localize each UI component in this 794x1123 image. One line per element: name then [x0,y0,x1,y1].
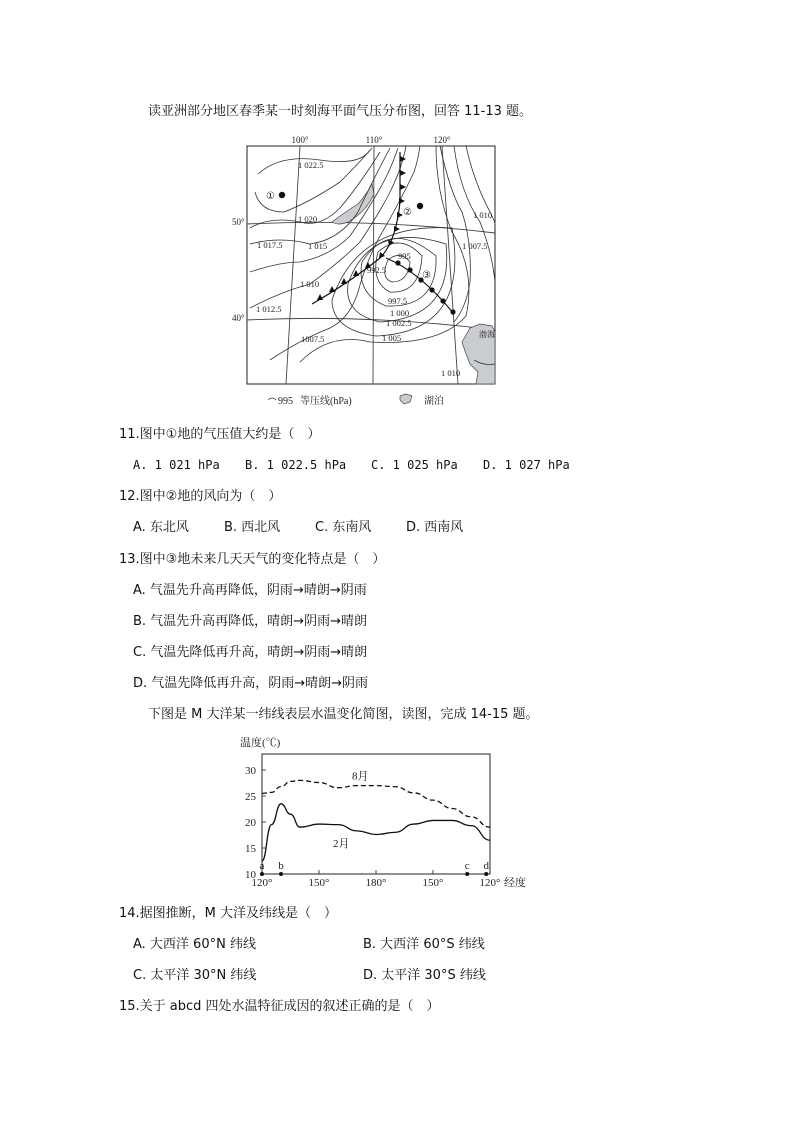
svg-text:995: 995 [398,251,411,261]
series-label-0: 8月 [352,770,369,783]
q11-stem: 11.图中①地的气压值大约是（ ） [119,427,321,442]
point-2-dot [417,203,423,209]
q14-option-c: C. 太平洋 30°N 纬线 [133,968,257,983]
point-1-label: ① [266,191,275,202]
intro-text-1: 读亚洲部分地区春季某一时刻海平面气压分布图，回答 11-13 题。 [148,104,533,119]
sea-label: 渤海 [479,330,495,339]
point-1-dot [279,192,285,198]
svg-text:1 010: 1 010 [473,210,493,220]
svg-text:1 005: 1 005 [382,333,402,343]
lon-label-100: 100° [291,135,309,145]
q14-stem: 14.据图推断，M 大洋及纬线是（ ） [119,906,338,921]
axis-point-label-d: d [483,860,489,872]
cold-front [312,152,406,304]
y-tick-label-3: 25 [245,791,256,803]
q13-option-c: C. 气温先降低再升高，晴朗→阴雨→晴朗 [133,645,368,660]
q12-option-d: D. 西南风 [406,520,464,535]
svg-text:997.5: 997.5 [388,296,408,306]
axis-point-label-c: c [464,860,470,872]
legend-lake-icon [400,394,412,404]
svg-text:1 000: 1 000 [390,308,410,318]
axis-point-b [279,872,283,876]
q14-option-d: D. 太平洋 30°S 纬线 [363,968,486,983]
q11-option-b: B. 1 022.5 hPa [245,458,347,472]
q12-stem: 12.图中②地的风向为（ ） [119,489,282,504]
chart-ylabel: 温度(℃) [240,737,281,749]
q11-option-a: A. 1 021 hPa [133,458,220,472]
svg-text:1 002.5: 1 002.5 [386,318,412,328]
legend-isobar-value: 995 [278,396,293,407]
x-tick-label-2: 180° [365,877,387,889]
y-tick-label-4: 30 [245,765,256,777]
series-line-1 [262,804,490,861]
lon-label-110: 110° [365,135,383,145]
svg-text:1 022.5: 1 022.5 [298,160,324,170]
q11-option-d: D. 1 027 hPa [483,458,570,472]
point-2-label: ② [403,207,412,218]
axis-point-label-b: b [278,860,284,872]
svg-text:1 010: 1 010 [441,368,461,378]
point-3-label: ③ [422,270,431,281]
pressure-map [232,132,520,412]
q13-option-a: A. 气温先升高再降低，阴雨→晴朗→阴雨 [133,583,367,598]
x-tick-label-0: 120° [251,877,273,889]
chart-xlabel: 经度 [504,877,526,889]
q11-option-c: C. 1 025 hPa [371,458,458,472]
q13-option-d: D. 气温先降低再升高，阴雨→晴朗→阴雨 [133,676,369,691]
svg-text:1007.5: 1007.5 [301,334,325,344]
series-label-1: 2月 [333,837,350,850]
intro-text-2: 下图是 M 大洋某一纬线表层水温变化简图，读图，完成 14-15 题。 [148,707,539,722]
q14-option-b: B. 大西洋 60°S 纬线 [363,937,485,952]
axis-point-a [260,872,264,876]
x-tick-label-4: 120° [479,877,501,889]
svg-text:1 015: 1 015 [308,241,328,251]
lat-label-40: 40° [232,313,245,323]
q15-stem: 15.关于 abcd 四处水温特征成因的叙述正确的是（ ） [119,999,440,1014]
axis-point-c [465,872,469,876]
legend-isobar-icon [268,398,276,400]
lake [332,184,374,224]
y-tick-label-2: 20 [245,817,256,829]
isobars [250,146,495,365]
legend-isobar-text: 等压线(hPa) [300,396,352,407]
svg-text:1 020: 1 020 [298,214,318,224]
x-tick-label-1: 150° [308,877,330,889]
lon-label-120: 120° [433,135,451,145]
q13-stem: 13.图中③地未来几天天气的变化特点是（ ） [119,552,386,567]
q12-option-b: B. 西北风 [224,520,281,535]
q12-option-a: A. 东北风 [133,520,189,535]
svg-text:992.5: 992.5 [367,265,387,275]
svg-text:1 010: 1 010 [300,279,320,289]
series-line-0 [262,780,490,827]
y-tick-label-1: 15 [245,843,256,855]
x-tick-label-3: 150° [422,877,444,889]
temperature-chart [232,734,532,894]
lat-label-50: 50° [232,217,245,227]
q14-option-a: A. 大西洋 60°N 纬线 [133,937,256,952]
q13-option-b: B. 气温先升高再降低，晴朗→阴雨→晴朗 [133,614,367,629]
y-tick-label-0: 10 [245,869,256,881]
q12-option-c: C. 东南风 [315,520,372,535]
svg-text:1 012.5: 1 012.5 [256,304,282,314]
chart-frame [259,754,490,874]
axis-point-label-a: a [259,860,265,872]
svg-text:1 007.5: 1 007.5 [462,241,488,251]
svg-text:1 017.5: 1 017.5 [257,240,283,250]
axis-point-d [484,872,488,876]
legend-lake-text: 湖泊 [424,396,444,407]
